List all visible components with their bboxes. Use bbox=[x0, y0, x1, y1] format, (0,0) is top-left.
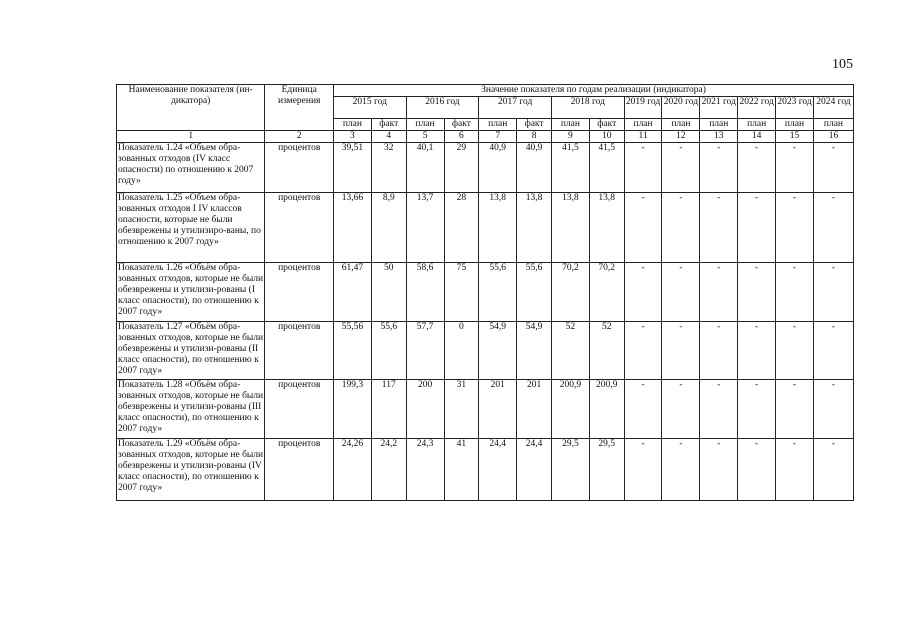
col-number: 12 bbox=[662, 131, 700, 143]
header-plan: план bbox=[624, 119, 662, 131]
value-cell: 24,4 bbox=[479, 439, 517, 501]
header-plan: план bbox=[738, 119, 776, 131]
value-cell: - bbox=[776, 263, 814, 322]
header-fact: факт bbox=[517, 119, 552, 131]
value-cell: 57,7 bbox=[406, 322, 444, 380]
value-cell: 24,3 bbox=[406, 439, 444, 501]
indicator-unit: процентов bbox=[265, 263, 334, 322]
value-cell: 41 bbox=[444, 439, 479, 501]
indicator-unit: процентов bbox=[265, 322, 334, 380]
header-plan: план bbox=[334, 119, 372, 131]
header-fact: факт bbox=[444, 119, 479, 131]
table-row bbox=[117, 143, 854, 193]
indicator-name: Показатель 1.27 «Объём обра-зованных отходов, которые не были обезврежены и утилизи-рованы (II класс опасности), по отношению к 2007 году» bbox=[117, 322, 265, 380]
value-cell: 8,9 bbox=[371, 193, 406, 263]
value-cell: - bbox=[813, 380, 853, 439]
value-cell: 70,2 bbox=[589, 263, 624, 322]
col-number: 2 bbox=[265, 131, 334, 143]
header-plan: план bbox=[406, 119, 444, 131]
value-cell: 40,1 bbox=[406, 143, 444, 193]
table-row bbox=[117, 263, 854, 322]
col-number: 11 bbox=[624, 131, 662, 143]
header-year: 2024 год bbox=[813, 97, 853, 119]
value-cell: - bbox=[776, 322, 814, 380]
value-cell: - bbox=[738, 322, 776, 380]
value-cell: - bbox=[738, 439, 776, 501]
value-cell: 28 bbox=[444, 193, 479, 263]
value-cell: - bbox=[813, 439, 853, 501]
header-fact: факт bbox=[371, 119, 406, 131]
value-cell: - bbox=[813, 193, 853, 263]
col-number: 6 bbox=[444, 131, 479, 143]
page-number: 105 bbox=[832, 57, 853, 72]
col-number: 3 bbox=[334, 131, 372, 143]
col-number: 14 bbox=[738, 131, 776, 143]
header-year: 2020 год bbox=[662, 97, 700, 119]
header-values-group: Значение показателя по годам реализации (индикатора) bbox=[334, 85, 854, 97]
col-number: 16 bbox=[813, 131, 853, 143]
header-plan: план bbox=[479, 119, 517, 131]
col-number: 8 bbox=[517, 131, 552, 143]
value-cell: 55,6 bbox=[371, 322, 406, 380]
header-year: 2021 год bbox=[700, 97, 738, 119]
value-cell: 13,8 bbox=[517, 193, 552, 263]
value-cell: 55,56 bbox=[334, 322, 372, 380]
value-cell: 29 bbox=[444, 143, 479, 193]
value-cell: 13,8 bbox=[479, 193, 517, 263]
value-cell: 70,2 bbox=[551, 263, 589, 322]
header-year: 2022 год bbox=[738, 97, 776, 119]
value-cell: 13,66 bbox=[334, 193, 372, 263]
value-cell: - bbox=[624, 439, 662, 501]
value-cell: - bbox=[738, 263, 776, 322]
indicator-unit: процентов bbox=[265, 143, 334, 193]
indicator-name: Показатель 1.28 «Объём обра-зованных отходов, которые не были обезврежены и утилизи-рованы (III класс опасности), по отношению к 2007 году» bbox=[117, 380, 265, 439]
value-cell: 29,5 bbox=[551, 439, 589, 501]
value-cell: 52 bbox=[589, 322, 624, 380]
header-plan: план bbox=[662, 119, 700, 131]
col-number: 1 bbox=[117, 131, 265, 143]
value-cell: - bbox=[624, 322, 662, 380]
value-cell: 32 bbox=[371, 143, 406, 193]
value-cell: - bbox=[700, 263, 738, 322]
value-cell: 201 bbox=[479, 380, 517, 439]
col-number: 10 bbox=[589, 131, 624, 143]
value-cell: - bbox=[662, 380, 700, 439]
col-number: 5 bbox=[406, 131, 444, 143]
value-cell: - bbox=[624, 143, 662, 193]
value-cell: - bbox=[662, 322, 700, 380]
header-year: 2019 год bbox=[624, 97, 662, 119]
value-cell: 55,6 bbox=[479, 263, 517, 322]
header-plan: план bbox=[813, 119, 853, 131]
indicator-name: Показатель 1.29 «Объём обра-зованных отходов, которые не были обезврежены и утилизи-рованы (IV класс опасности), по отношению к 2007 году» bbox=[117, 439, 265, 501]
header-year: 2016 год bbox=[406, 97, 479, 119]
value-cell: - bbox=[776, 380, 814, 439]
value-cell: - bbox=[624, 263, 662, 322]
value-cell: 200,9 bbox=[551, 380, 589, 439]
table-body bbox=[117, 143, 854, 501]
value-cell: 24,2 bbox=[371, 439, 406, 501]
table-row bbox=[117, 439, 854, 501]
table-header bbox=[117, 85, 854, 143]
value-cell: - bbox=[700, 380, 738, 439]
indicator-unit: процентов bbox=[265, 380, 334, 439]
value-cell: - bbox=[738, 193, 776, 263]
value-cell: - bbox=[624, 380, 662, 439]
value-cell: 24,26 bbox=[334, 439, 372, 501]
value-cell: 54,9 bbox=[479, 322, 517, 380]
value-cell: 13,8 bbox=[589, 193, 624, 263]
indicator-table bbox=[116, 84, 854, 501]
value-cell: 31 bbox=[444, 380, 479, 439]
col-number: 7 bbox=[479, 131, 517, 143]
value-cell: - bbox=[776, 439, 814, 501]
header-name: Наименование показателя (ин-дикатора) bbox=[117, 85, 265, 131]
header-year: 2015 год bbox=[334, 97, 407, 119]
value-cell: - bbox=[662, 193, 700, 263]
header-plan: план bbox=[551, 119, 589, 131]
value-cell: 75 bbox=[444, 263, 479, 322]
indicator-unit: процентов bbox=[265, 193, 334, 263]
value-cell: 199,3 bbox=[334, 380, 372, 439]
value-cell: 200 bbox=[406, 380, 444, 439]
header-fact: факт bbox=[589, 119, 624, 131]
indicator-unit: процентов bbox=[265, 439, 334, 501]
value-cell: - bbox=[776, 193, 814, 263]
value-cell: 55,6 bbox=[517, 263, 552, 322]
header-unit: Единица измерения bbox=[265, 85, 334, 131]
value-cell: - bbox=[662, 439, 700, 501]
value-cell: 13,7 bbox=[406, 193, 444, 263]
col-number: 9 bbox=[551, 131, 589, 143]
value-cell: 39,51 bbox=[334, 143, 372, 193]
value-cell: 41,5 bbox=[551, 143, 589, 193]
value-cell: 24,4 bbox=[517, 439, 552, 501]
value-cell: - bbox=[700, 193, 738, 263]
value-cell: 40,9 bbox=[517, 143, 552, 193]
value-cell: 54,9 bbox=[517, 322, 552, 380]
value-cell: 52 bbox=[551, 322, 589, 380]
value-cell: - bbox=[662, 143, 700, 193]
value-cell: 200,9 bbox=[589, 380, 624, 439]
value-cell: - bbox=[662, 263, 700, 322]
value-cell: 29,5 bbox=[589, 439, 624, 501]
value-cell: 0 bbox=[444, 322, 479, 380]
value-cell: - bbox=[700, 143, 738, 193]
value-cell: 58,6 bbox=[406, 263, 444, 322]
col-number: 13 bbox=[700, 131, 738, 143]
indicator-name: Показатель 1.25 «Объем обра-зованных отходов I IV классов опасности, которые не были обезврежены и утилизиро-ваны, по отношению к 2007 году» bbox=[117, 193, 265, 263]
indicator-name: Показатель 1.24 «Объем обра-зованных отходов (IV класс опасности) по отношению к 2007 году» bbox=[117, 143, 265, 193]
value-cell: 201 bbox=[517, 380, 552, 439]
table-row bbox=[117, 322, 854, 380]
col-number: 4 bbox=[371, 131, 406, 143]
value-cell: - bbox=[738, 143, 776, 193]
col-number: 15 bbox=[776, 131, 814, 143]
value-cell: - bbox=[700, 322, 738, 380]
header-year: 2023 год bbox=[776, 97, 814, 119]
value-cell: 117 bbox=[371, 380, 406, 439]
value-cell: - bbox=[624, 193, 662, 263]
header-year: 2017 год bbox=[479, 97, 552, 119]
value-cell: 41,5 bbox=[589, 143, 624, 193]
value-cell: - bbox=[813, 322, 853, 380]
value-cell: 40,9 bbox=[479, 143, 517, 193]
header-year: 2018 год bbox=[551, 97, 624, 119]
header-plan: план bbox=[700, 119, 738, 131]
value-cell: 50 bbox=[371, 263, 406, 322]
indicator-name: Показатель 1.26 «Объём обра-зованных отходов, которые не были обезврежены и утилизи-рованы (I класс опасности), по отношению к 2007 году» bbox=[117, 263, 265, 322]
value-cell: 61,47 bbox=[334, 263, 372, 322]
value-cell: - bbox=[813, 143, 853, 193]
header-plan: план bbox=[776, 119, 814, 131]
value-cell: - bbox=[738, 380, 776, 439]
value-cell: 13,8 bbox=[551, 193, 589, 263]
value-cell: - bbox=[813, 263, 853, 322]
value-cell: - bbox=[776, 143, 814, 193]
value-cell: - bbox=[700, 439, 738, 501]
table-row bbox=[117, 380, 854, 439]
table-row bbox=[117, 193, 854, 263]
